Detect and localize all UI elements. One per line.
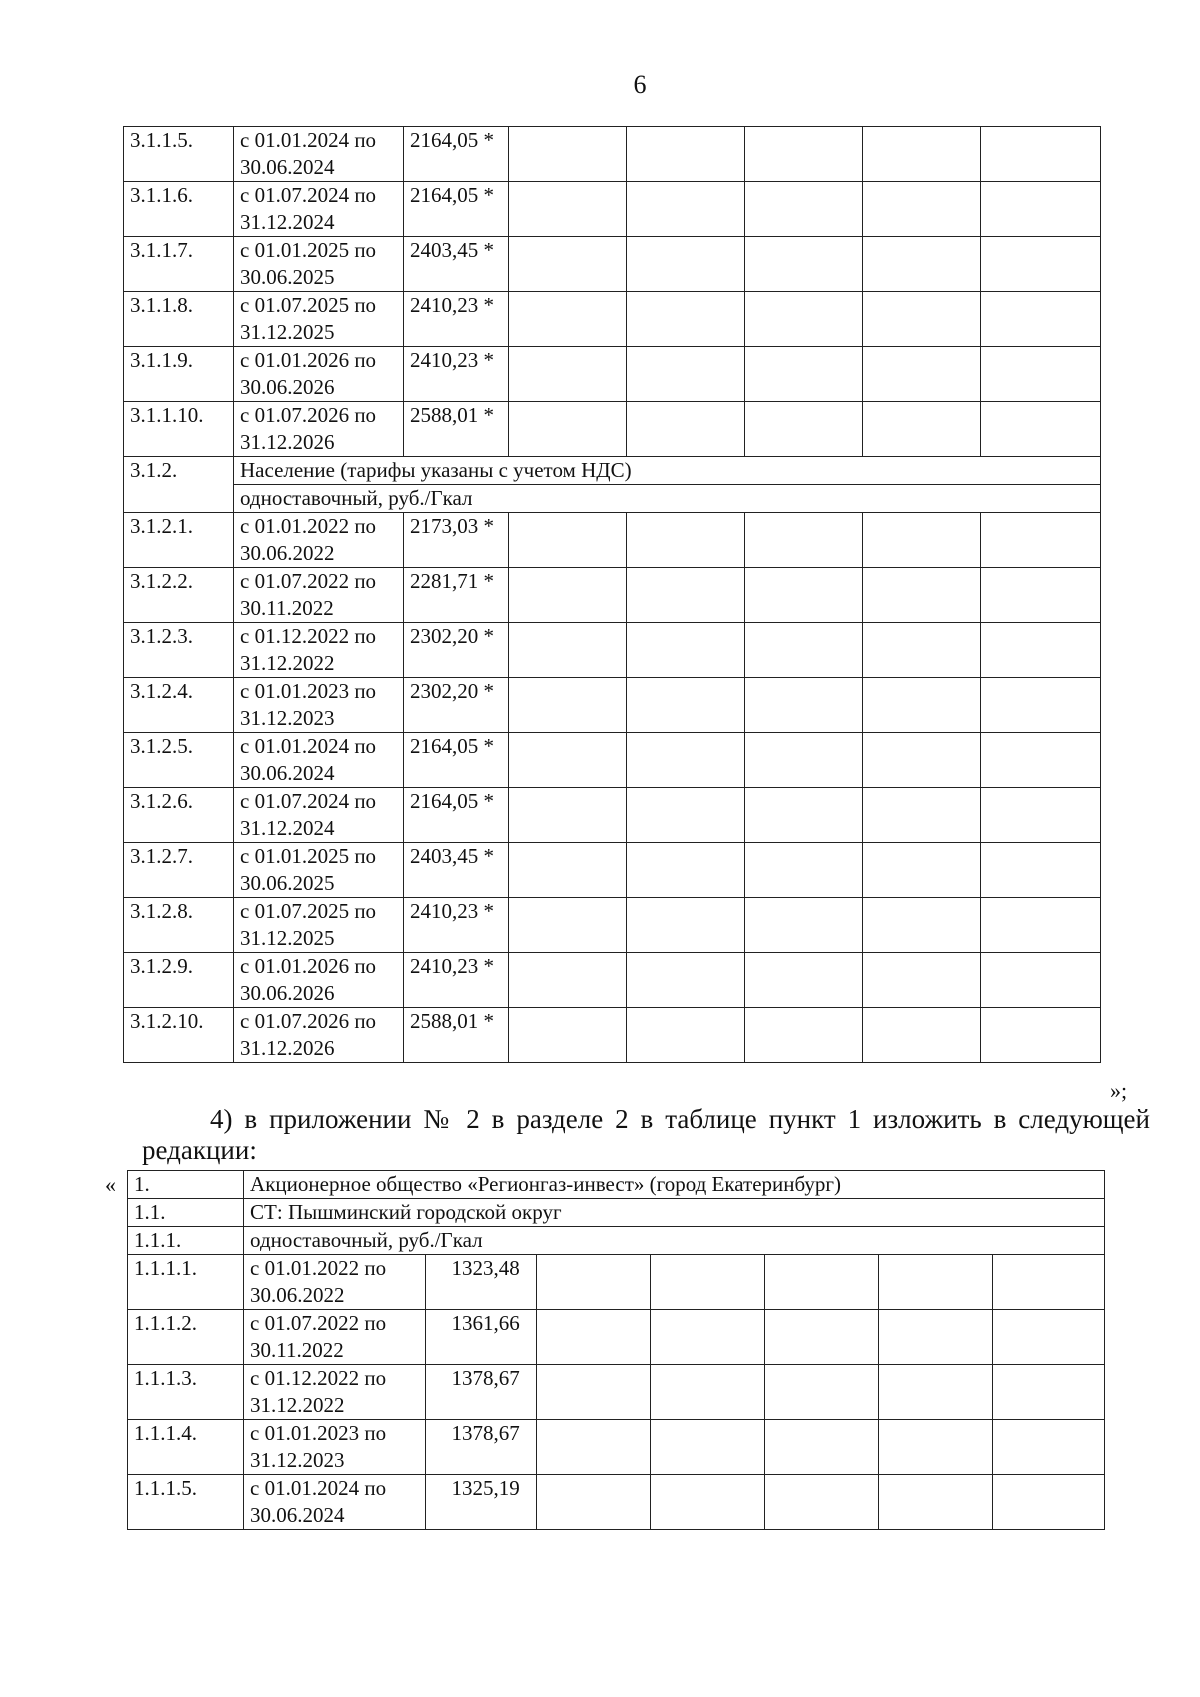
period-end: 31.12.2025 (240, 320, 335, 344)
empty-cell (878, 1310, 992, 1365)
table-row (124, 347, 1101, 402)
empty-cell (745, 568, 863, 623)
tariff-value: 1323,48 (425, 1255, 536, 1310)
empty-cell (992, 1310, 1104, 1365)
empty-cell (627, 292, 745, 347)
period-start: с 01.01.2025 по (240, 238, 377, 262)
empty-cell (863, 953, 981, 1008)
empty-cell (863, 678, 981, 733)
period-end: 30.06.2026 (240, 375, 335, 399)
table-row (124, 843, 1101, 898)
row-number: 3.1.1.8. (124, 292, 234, 347)
row-number: 1.1.1.1. (128, 1255, 244, 1310)
period-end: 31.12.2022 (250, 1393, 345, 1417)
empty-cell (764, 1255, 878, 1310)
tariff-value: 2281,71 * (404, 568, 509, 623)
table-row (124, 953, 1101, 1008)
empty-cell (627, 1008, 745, 1063)
period-cell (234, 623, 404, 678)
empty-cell (509, 1008, 627, 1063)
period-start: с 01.01.2024 по (240, 128, 377, 152)
period-end: 30.06.2024 (240, 155, 335, 179)
row-number: 1.1.1.3. (128, 1365, 244, 1420)
period-cell (244, 1420, 426, 1475)
period-end: 31.12.2026 (240, 430, 335, 454)
section-title: Население (тарифы указаны с учетом НДС) (234, 457, 1101, 485)
empty-cell (627, 513, 745, 568)
empty-cell (764, 1365, 878, 1420)
empty-cell (627, 843, 745, 898)
table-row (128, 1420, 1105, 1475)
tariff-value: 2164,05 * (404, 788, 509, 843)
empty-cell (627, 127, 745, 182)
empty-cell (536, 1310, 650, 1365)
tariff-value: 2588,01 * (404, 402, 509, 457)
period-start: с 01.01.2025 по (240, 844, 377, 868)
empty-cell (981, 182, 1101, 237)
period-end: 30.06.2026 (240, 981, 335, 1005)
tariff-value: 2164,05 * (404, 182, 509, 237)
empty-cell (509, 623, 627, 678)
period-cell (234, 568, 404, 623)
period-end: 31.12.2022 (240, 651, 335, 675)
org-number: 1. (128, 1171, 244, 1199)
empty-cell (981, 953, 1101, 1008)
empty-cell (627, 347, 745, 402)
empty-cell (509, 402, 627, 457)
empty-cell (627, 237, 745, 292)
period-start: с 01.01.2022 по (240, 514, 377, 538)
period-start: с 01.01.2026 по (240, 954, 377, 978)
period-start: с 01.07.2025 по (240, 899, 377, 923)
empty-cell (509, 292, 627, 347)
empty-cell (863, 1008, 981, 1063)
empty-cell (627, 678, 745, 733)
tariff-value: 2403,45 * (404, 843, 509, 898)
period-end: 31.12.2023 (240, 706, 335, 730)
page-number: 6 (633, 70, 647, 99)
period-end: 31.12.2024 (240, 210, 335, 234)
empty-cell (863, 127, 981, 182)
period-end: 30.06.2024 (250, 1503, 345, 1527)
tariff-value: 2410,23 * (404, 898, 509, 953)
tariff-table-new (127, 1170, 1105, 1530)
empty-cell (878, 1255, 992, 1310)
empty-cell (509, 788, 627, 843)
section-number: 3.1.2. (124, 457, 234, 513)
empty-cell (627, 788, 745, 843)
empty-cell (509, 733, 627, 788)
table-row (124, 733, 1101, 788)
period-cell (234, 898, 404, 953)
empty-cell (764, 1475, 878, 1530)
period-end: 30.06.2022 (250, 1283, 345, 1307)
empty-cell (981, 347, 1101, 402)
period-cell (234, 1008, 404, 1063)
table-row (124, 237, 1101, 292)
empty-cell (745, 733, 863, 788)
period-end: 31.12.2023 (250, 1448, 345, 1472)
empty-cell (509, 843, 627, 898)
table-row (128, 1365, 1105, 1420)
tariff-value: 2302,20 * (404, 623, 509, 678)
empty-cell (536, 1475, 650, 1530)
row-number: 3.1.2.1. (124, 513, 234, 568)
empty-cell (627, 898, 745, 953)
empty-cell (745, 292, 863, 347)
empty-cell (509, 347, 627, 402)
opening-quote: « (105, 1172, 116, 1197)
section-header (124, 457, 1101, 513)
tariff-value: 2403,45 * (404, 237, 509, 292)
empty-cell (627, 733, 745, 788)
period-cell (234, 402, 404, 457)
empty-cell (981, 1008, 1101, 1063)
empty-cell (863, 788, 981, 843)
period-cell (234, 513, 404, 568)
empty-cell (863, 623, 981, 678)
empty-cell (981, 402, 1101, 457)
empty-cell (627, 623, 745, 678)
empty-cell (863, 568, 981, 623)
row-number: 3.1.1.5. (124, 127, 234, 182)
empty-cell (509, 568, 627, 623)
empty-cell (509, 898, 627, 953)
empty-cell (863, 513, 981, 568)
empty-cell (981, 898, 1101, 953)
empty-cell (745, 1008, 863, 1063)
rate-title: одноставочный, руб./Гкал (244, 1227, 1105, 1255)
period-cell (234, 843, 404, 898)
empty-cell (509, 182, 627, 237)
empty-cell (878, 1420, 992, 1475)
tariff-value: 1378,67 (425, 1420, 536, 1475)
system-number: 1.1. (128, 1199, 244, 1227)
period-start: с 01.01.2023 по (240, 679, 377, 703)
table-row (124, 1008, 1101, 1063)
empty-cell (650, 1420, 764, 1475)
empty-cell (650, 1365, 764, 1420)
period-cell (234, 678, 404, 733)
empty-cell (509, 237, 627, 292)
period-start: с 01.12.2022 по (250, 1366, 387, 1390)
period-cell (234, 127, 404, 182)
amendment-paragraph-line2: редакции: (142, 1135, 257, 1165)
empty-cell (981, 678, 1101, 733)
row-number: 1.1.1.2. (128, 1310, 244, 1365)
period-cell (234, 347, 404, 402)
empty-cell (745, 898, 863, 953)
period-end: 31.12.2025 (240, 926, 335, 950)
table-row (128, 1310, 1105, 1365)
row-number: 3.1.2.3. (124, 623, 234, 678)
period-cell (244, 1475, 426, 1530)
tariff-value: 2302,20 * (404, 678, 509, 733)
empty-cell (745, 678, 863, 733)
period-start: с 01.01.2024 по (250, 1476, 387, 1500)
row-number: 3.1.2.8. (124, 898, 234, 953)
table-row (124, 623, 1101, 678)
empty-cell (764, 1420, 878, 1475)
row-number: 3.1.1.7. (124, 237, 234, 292)
tariff-value: 2410,23 * (404, 953, 509, 1008)
tariff-rows-group-3 (128, 1255, 1105, 1530)
empty-cell (981, 623, 1101, 678)
empty-cell (863, 237, 981, 292)
empty-cell (981, 788, 1101, 843)
period-end: 31.12.2024 (240, 816, 335, 840)
period-start: с 01.01.2022 по (250, 1256, 387, 1280)
empty-cell (745, 953, 863, 1008)
row-number: 3.1.2.4. (124, 678, 234, 733)
empty-cell (992, 1365, 1104, 1420)
empty-cell (509, 953, 627, 1008)
tariff-value: 2173,03 * (404, 513, 509, 568)
empty-cell (981, 568, 1101, 623)
table-row (128, 1255, 1105, 1310)
tariff-value: 2410,23 * (404, 292, 509, 347)
empty-cell (650, 1475, 764, 1530)
empty-cell (981, 237, 1101, 292)
period-start: с 01.07.2025 по (240, 293, 377, 317)
empty-cell (863, 347, 981, 402)
row-number: 1.1.1.4. (128, 1420, 244, 1475)
system-title: СТ: Пышминский городской округ (244, 1199, 1105, 1227)
row-number: 3.1.1.9. (124, 347, 234, 402)
empty-cell (536, 1420, 650, 1475)
period-cell (234, 733, 404, 788)
empty-cell (863, 898, 981, 953)
period-cell (244, 1255, 426, 1310)
empty-cell (878, 1475, 992, 1530)
period-cell (234, 953, 404, 1008)
period-end: 30.06.2025 (240, 871, 335, 895)
empty-cell (981, 843, 1101, 898)
empty-cell (981, 733, 1101, 788)
row-number: 1.1.1.5. (128, 1475, 244, 1530)
empty-cell (992, 1475, 1104, 1530)
period-start: с 01.12.2022 по (240, 624, 377, 648)
row-number: 3.1.2.5. (124, 733, 234, 788)
rate-number: 1.1.1. (128, 1227, 244, 1255)
table-row (124, 788, 1101, 843)
table-row (128, 1475, 1105, 1530)
tariff-value: 2588,01 * (404, 1008, 509, 1063)
empty-cell (992, 1255, 1104, 1310)
empty-cell (627, 953, 745, 1008)
period-start: с 01.01.2023 по (250, 1421, 387, 1445)
empty-cell (536, 1255, 650, 1310)
empty-cell (764, 1310, 878, 1365)
empty-cell (627, 568, 745, 623)
tariff-rows-group-2 (124, 513, 1101, 1063)
empty-cell (627, 402, 745, 457)
table-row (124, 898, 1101, 953)
period-end: 30.11.2022 (250, 1338, 344, 1362)
amendment-paragraph-line1: 4) в приложении № 2 в разделе 2 в таблице пункт 1 изложить в следующей (210, 1104, 1150, 1134)
period-end: 30.06.2022 (240, 541, 335, 565)
tariff-value: 2164,05 * (404, 733, 509, 788)
empty-cell (745, 788, 863, 843)
tariff-value: 2164,05 * (404, 127, 509, 182)
empty-cell (650, 1255, 764, 1310)
empty-cell (650, 1310, 764, 1365)
tariff-value: 1325,19 (425, 1475, 536, 1530)
row-number: 3.1.2.6. (124, 788, 234, 843)
empty-cell (745, 513, 863, 568)
empty-cell (509, 513, 627, 568)
empty-cell (627, 182, 745, 237)
table-row (124, 292, 1101, 347)
closing-quote: »; (1110, 1078, 1128, 1103)
table-row (124, 678, 1101, 733)
section-subtitle: одноставочный, руб./Гкал (234, 485, 1101, 513)
table-row (124, 182, 1101, 237)
empty-cell (745, 402, 863, 457)
empty-cell (981, 127, 1101, 182)
row-number: 3.1.1.6. (124, 182, 234, 237)
empty-cell (981, 513, 1101, 568)
period-start: с 01.01.2026 по (240, 348, 377, 372)
empty-cell (745, 182, 863, 237)
empty-cell (863, 292, 981, 347)
empty-cell (863, 182, 981, 237)
row-number: 3.1.2.9. (124, 953, 234, 1008)
period-start: с 01.07.2024 по (240, 183, 377, 207)
row-number: 3.1.1.10. (124, 402, 234, 457)
empty-cell (745, 843, 863, 898)
tariff-table-continued (123, 126, 1101, 1063)
tariff-rows-group-1 (124, 127, 1101, 457)
org-header (128, 1171, 1105, 1255)
period-start: с 01.07.2026 по (240, 403, 377, 427)
period-cell (234, 182, 404, 237)
org-title: Акционерное общество «Регионгаз-инвест» (город Екатеринбург) (244, 1171, 1105, 1199)
table-row (124, 127, 1101, 182)
empty-cell (536, 1365, 650, 1420)
empty-cell (863, 843, 981, 898)
tariff-value: 1361,66 (425, 1310, 536, 1365)
row-number: 3.1.2.2. (124, 568, 234, 623)
empty-cell (745, 237, 863, 292)
period-cell (234, 237, 404, 292)
period-cell (234, 788, 404, 843)
period-start: с 01.07.2022 по (240, 569, 377, 593)
empty-cell (509, 127, 627, 182)
period-cell (244, 1365, 426, 1420)
tariff-value: 2410,23 * (404, 347, 509, 402)
empty-cell (863, 402, 981, 457)
empty-cell (992, 1420, 1104, 1475)
period-start: с 01.01.2024 по (240, 734, 377, 758)
period-end: 30.06.2025 (240, 265, 335, 289)
empty-cell (981, 292, 1101, 347)
period-start: с 01.07.2026 по (240, 1009, 377, 1033)
empty-cell (745, 347, 863, 402)
table-row (124, 568, 1101, 623)
period-end: 31.12.2026 (240, 1036, 335, 1060)
period-cell (244, 1310, 426, 1365)
period-end: 30.11.2022 (240, 596, 334, 620)
period-cell (234, 292, 404, 347)
tariff-value: 1378,67 (425, 1365, 536, 1420)
empty-cell (863, 733, 981, 788)
period-start: с 01.07.2022 по (250, 1311, 387, 1335)
empty-cell (745, 623, 863, 678)
row-number: 3.1.2.10. (124, 1008, 234, 1063)
period-start: с 01.07.2024 по (240, 789, 377, 813)
empty-cell (745, 127, 863, 182)
row-number: 3.1.2.7. (124, 843, 234, 898)
period-end: 30.06.2024 (240, 761, 335, 785)
table-row (124, 513, 1101, 568)
empty-cell (878, 1365, 992, 1420)
table-row (124, 402, 1101, 457)
empty-cell (509, 678, 627, 733)
